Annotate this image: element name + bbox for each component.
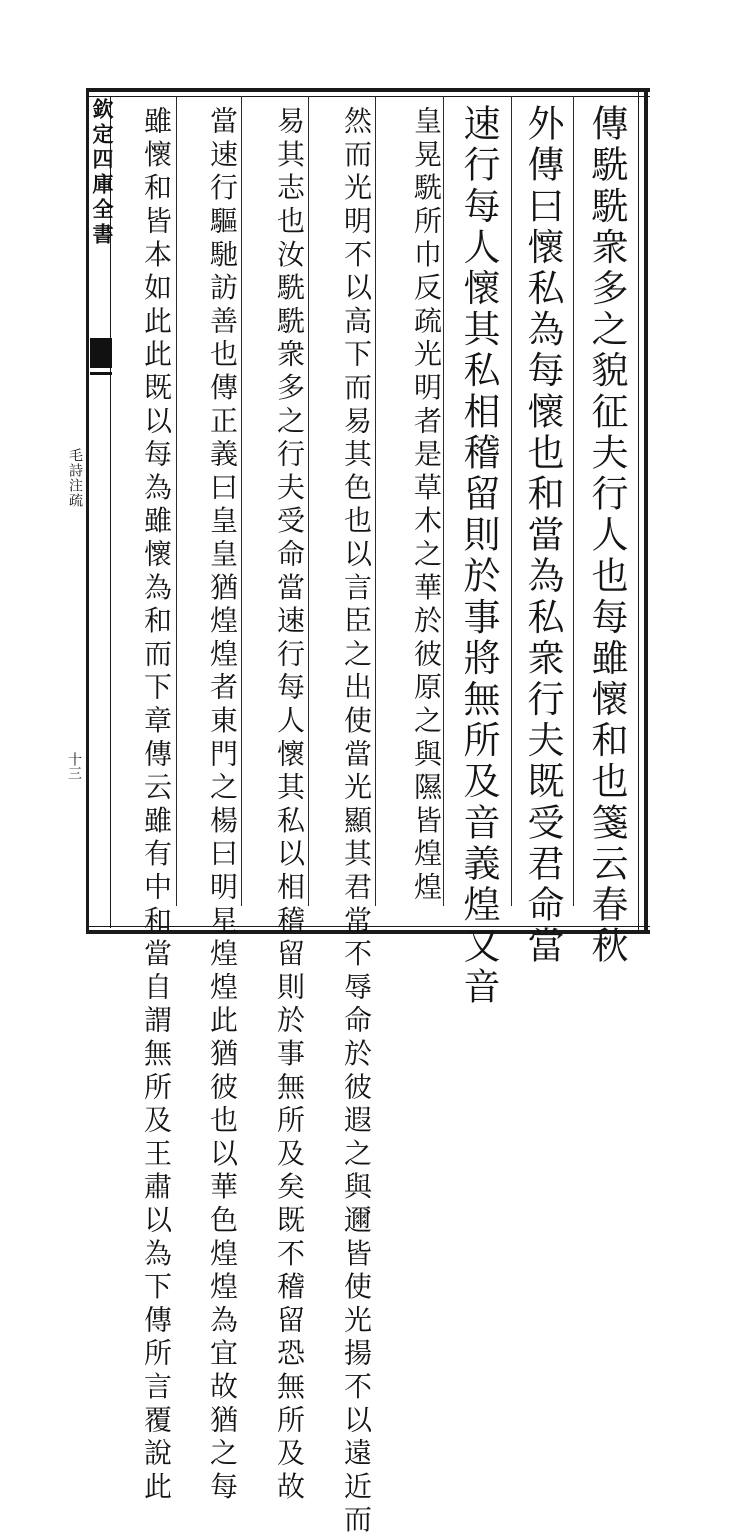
page-number: 十三 bbox=[66, 752, 82, 780]
column-rule bbox=[308, 96, 309, 906]
column-rule bbox=[573, 96, 574, 906]
text-column-4: 皇晃駪所巾反疏光明者是草木之華於彼原之與隰皆煌煌 bbox=[410, 106, 443, 906]
text-column-8: 雖懷和皆本如此此既以每為雖懷為和而下章傳云雖有中和當自謂無所及王肅以為下傳所言覆說此 bbox=[140, 106, 173, 1505]
text-column-6: 易其志也汝駪駪衆多之行夫受命當速行每人懷其私以相稽留則於事無所及矣既不稽留恐無所及故 bbox=[273, 106, 306, 1505]
text-column-5: 然而光明不以高下而易其色也以言臣之出使當光顯其君常不辱命於彼遐之與邇皆使光揚不以遠近而 bbox=[340, 106, 373, 1538]
frame-right-thin-line bbox=[638, 88, 639, 934]
fish-tail-mark bbox=[90, 338, 112, 368]
column-rule bbox=[375, 96, 376, 906]
frame-left-line bbox=[86, 88, 89, 934]
text-column-2: 外傳曰懷私為每懷也和當為私衆行夫既受君命當 bbox=[521, 104, 564, 968]
column-rule bbox=[443, 96, 444, 906]
frame-top-thick-line bbox=[86, 88, 650, 92]
fish-tail-line bbox=[90, 372, 112, 375]
text-column-1: 傳駪駪衆多之貌征夫行人也每雖懷和也箋云春秋 bbox=[585, 104, 628, 968]
column-rule bbox=[176, 96, 177, 906]
frame-top-thin-line bbox=[86, 96, 650, 97]
book-name: 毛詩注疏 bbox=[67, 448, 83, 508]
text-column-7: 當速行驅馳訪善也傳正義曰皇皇猶煌煌者東門之楊曰明星煌煌此猶彼也以華色煌煌為宜故猶之每 bbox=[206, 106, 239, 1505]
column-rule bbox=[511, 96, 512, 906]
collection-title: 欽定四庫全書 bbox=[90, 98, 115, 248]
frame-right-thick-line bbox=[644, 88, 648, 934]
column-rule bbox=[241, 96, 242, 906]
text-column-3: 速行每人懷其私相稽留則於事將無所及音義煌又音 bbox=[457, 104, 500, 1009]
